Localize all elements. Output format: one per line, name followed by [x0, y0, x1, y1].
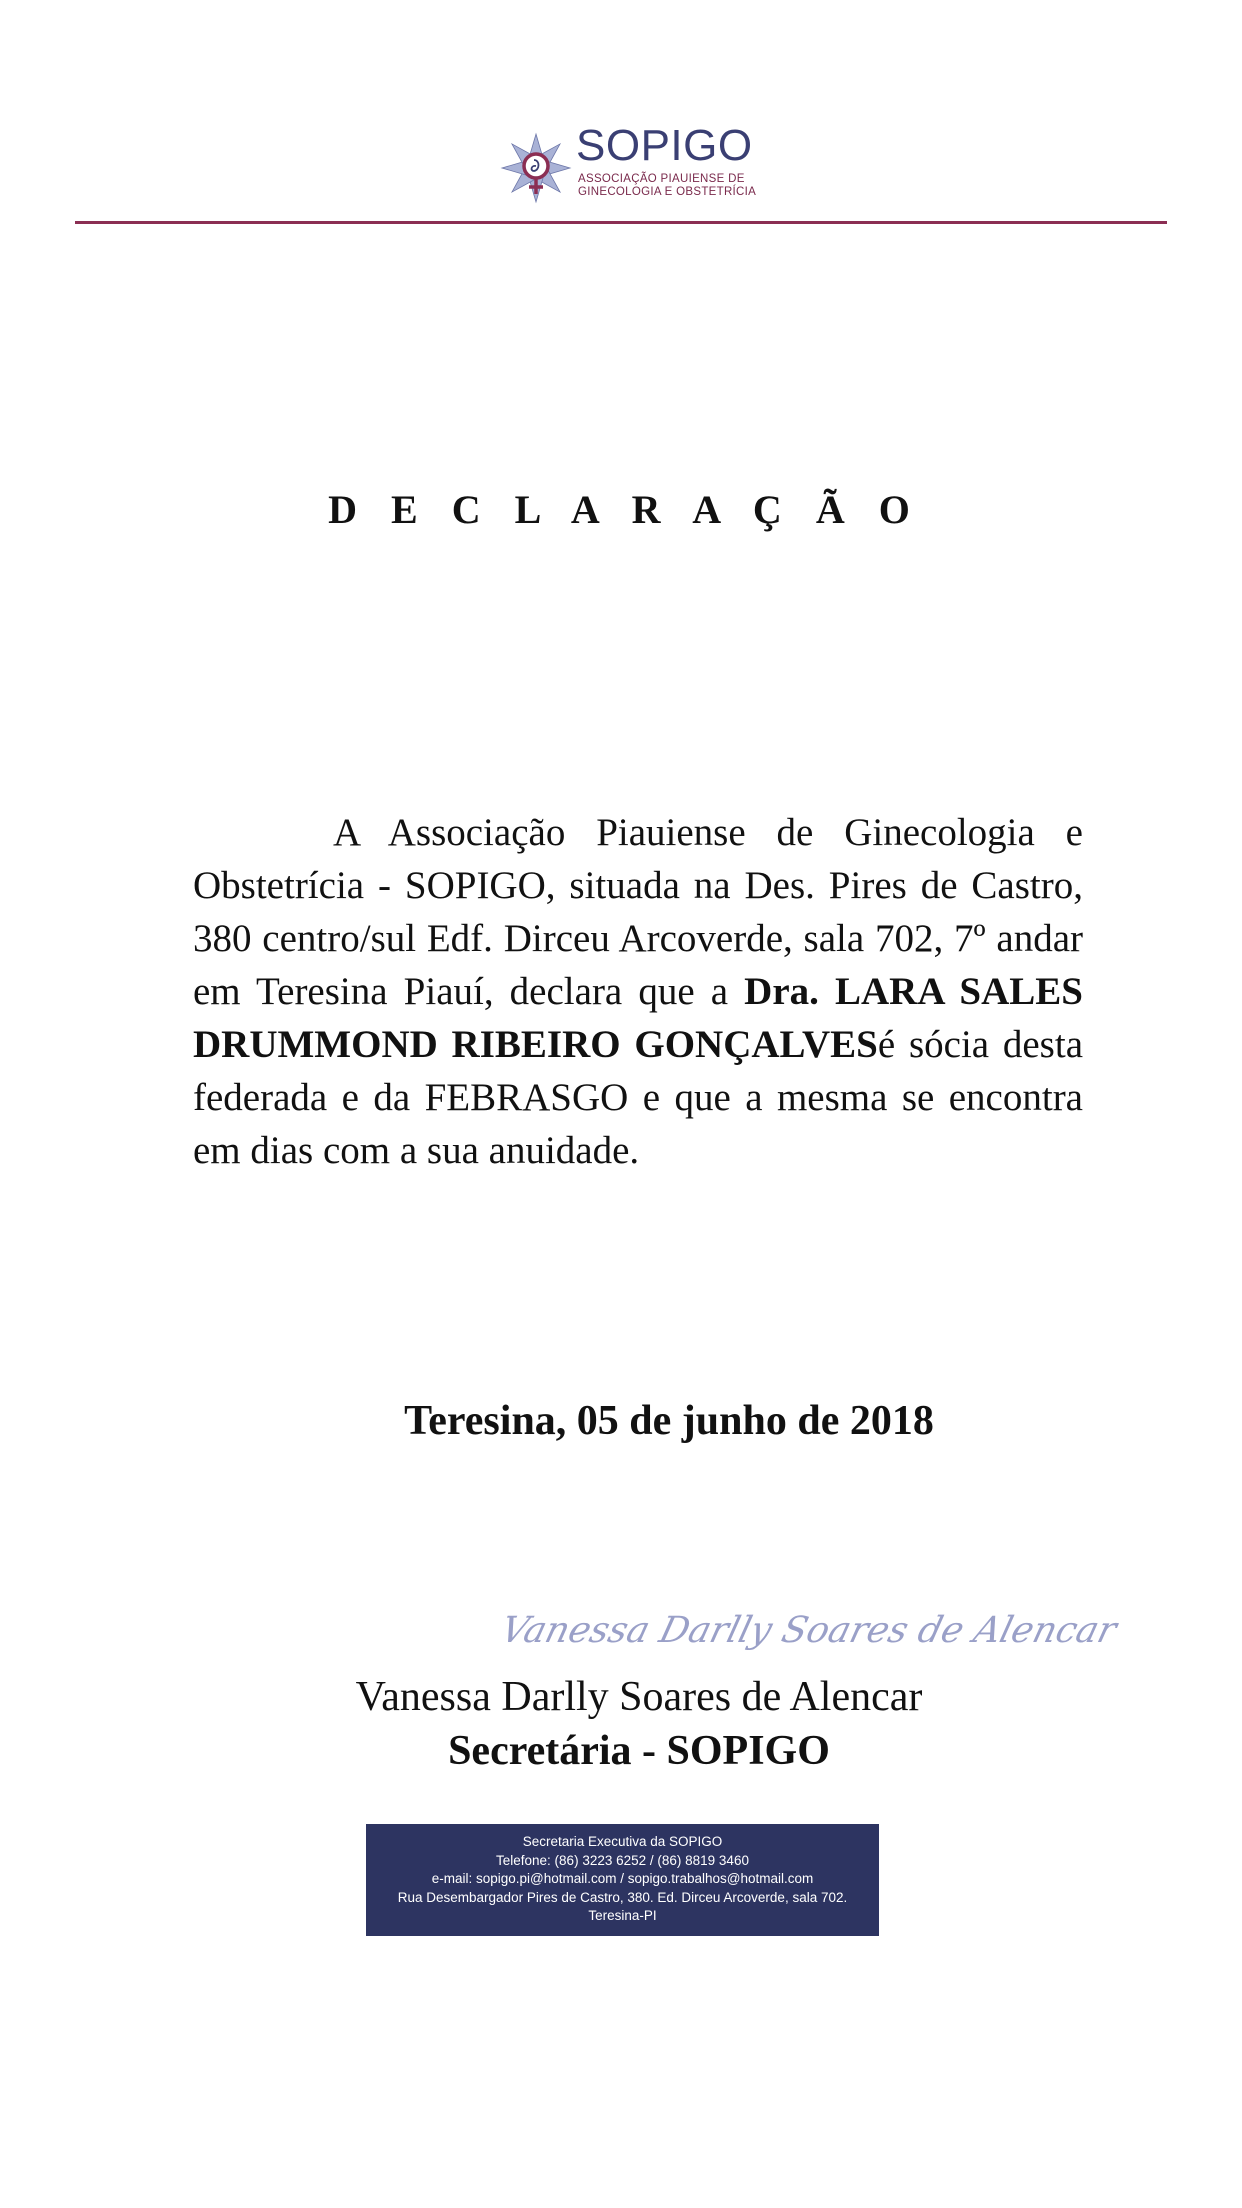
document-date: Teresina, 05 de junho de 2018 — [404, 1398, 934, 1444]
contact-address: Rua Desembargador Pires de Castro, 380. Ed. Dirceu Arcoverde, sala 702. — [397, 1889, 848, 1905]
sopigo-logo — [500, 121, 760, 210]
logo-name: SOPIGO — [576, 121, 753, 170]
handwritten-signature — [496, 1602, 1121, 1662]
declaration-body — [193, 806, 1083, 1177]
member-name: Dra. LARA SALES DRUMMOND RIBEIRO GONÇALVES — [193, 970, 1083, 1066]
body-conclusion: é sócia desta federada e da FEBRASGO e que a mesma se encontra em dias com a sua anuidade. — [193, 1023, 1083, 1172]
contact-phone: Telefone: (86) 3223 6252 / (86) 8819 3460 — [496, 1852, 749, 1868]
logo-subtitle — [578, 173, 756, 199]
logo-subtitle-line: GINECOLOGIA E OBSTETRÍCIA — [578, 186, 757, 198]
body-intro: A Associação Piauiense de Ginecologia e Obstetrícia - SOPIGO, situada na Des. Pires de Castro, 380 centro/sul Edf. Dirceu Arcoverde, sala 702, 7º andar em Teresina Piauí, declara que a — [193, 811, 1083, 1013]
contact-city: Teresina-PI — [588, 1908, 657, 1923]
contact-email: e-mail: sopigo.pi@hotmail.com / sopigo.trabalhos@hotmail.com — [431, 1871, 814, 1886]
signature-text: Vanessa Darlly Soares de Alencar — [496, 1608, 1121, 1651]
signer-name: Vanessa Darlly Soares de Alencar — [355, 1674, 923, 1720]
contact-footer — [366, 1824, 879, 1936]
header-divider — [75, 221, 1167, 224]
signer-role: Secretária - SOPIGO — [448, 1728, 830, 1774]
logo-subtitle-line: ASSOCIAÇÃO PIAUIENSE DE — [578, 173, 745, 185]
document-title: D E C L A R A Ç Ã O — [328, 487, 922, 532]
contact-line: Secretaria Executiva da SOPIGO — [522, 1834, 723, 1849]
flower-logo-icon — [500, 132, 572, 204]
letterhead — [0, 121, 1242, 210]
